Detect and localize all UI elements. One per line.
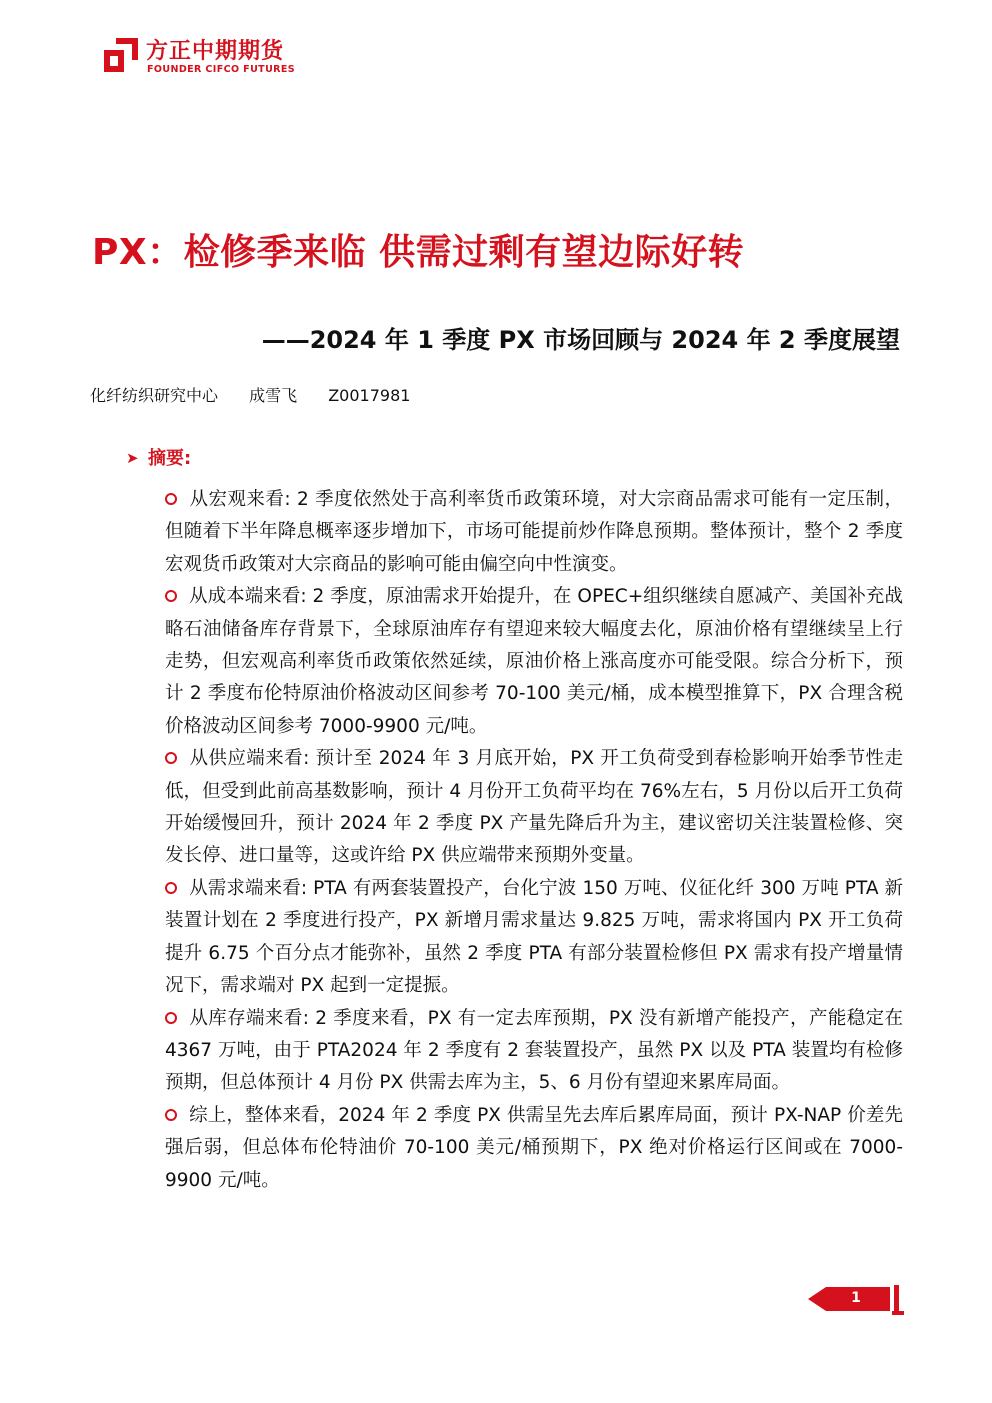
summary-paragraph-text: 从宏观来看: 2 季度依然处于高利率货币政策环境，对大宗商品需求可能有一定压制，但随着下半年降息概率逐步增加下，市场可能提前炒作降息预期。整体预计，整个 2 季度宏观货币政策对大宗商品的影响可能由偏空向中性演变。: [165, 489, 903, 575]
author-name: 成雪飞: [249, 386, 298, 405]
author-id: Z0017981: [328, 386, 411, 405]
summary-paragraph-text: 从供应端来看: 预计至 2024 年 3 月底开始，PX 开工负荷受到春检影响开始季节性走低，但受到此前高基数影响，预计 4 月份开工负荷平均在 76%左右，5 月份以后开工负荷开始缓慢回升，预计 2024 年 2 季度 PX 产量先降后升为主，建议密切关注装置检修、突发长停、进口量等，这或许给 PX 供应端带来预期外变量。: [165, 748, 903, 867]
logo-english-name: FOUNDER CIFCO FUTURES: [147, 64, 296, 75]
summary-paragraph: [165, 1003, 903, 1100]
summary-heading: [126, 444, 191, 470]
arrow-bullet-icon: ➤: [126, 449, 139, 467]
summary-paragraph: [165, 743, 903, 873]
circle-bullet-icon: [165, 882, 177, 894]
logo-chinese-name: 方正中期期货: [146, 39, 285, 64]
report-title: PX：检修季来临 供需过剩有望边际好转: [92, 232, 745, 273]
circle-bullet-icon: [165, 752, 177, 764]
summary-paragraph-text: 从需求端来看: PTA 有两套装置投产，台化宁波 150 万吨、仪征化纤 300 万吨 PTA 新装置计划在 2 季度进行投产，PX 新增月需求量达 9.825 万吨，需求将国内 PX 开工负荷提升 6.75 个百分点才能弥补，虽然 2 季度 PTA 有部分装置检修但 PX 需求有投产增量情况下，需求端对 PX 起到一定提振。: [165, 877, 903, 997]
summary-paragraph: [165, 1100, 903, 1197]
author-department: 化纤纺织研究中心: [90, 386, 219, 405]
company-logo: [102, 34, 322, 76]
report-subtitle: ——2024 年 1 季度 PX 市场回顾与 2024 年 2 季度展望: [261, 326, 900, 354]
author-line: [90, 383, 436, 406]
founder-logo-icon: [102, 36, 140, 74]
summary-paragraph-text: 从库存端来看: 2 季度来看，PX 有一定去库预期，PX 没有新增产能投产，产能稳定在 4367 万吨，由于 PTA2024 年 2 季度有 2 套装置投产，虽然 PX 以及 PTA 装置均有检修预期，但总体预计 4 月份 PX 供需去库为主，5、6 月份有望迎来累库局面。: [165, 1007, 903, 1094]
page-number: 1: [851, 1290, 861, 1306]
summary-paragraph: [165, 581, 903, 743]
circle-bullet-icon: [165, 1109, 177, 1121]
summary-heading-label: 摘要:: [148, 448, 192, 469]
circle-bullet-icon: [165, 1012, 177, 1024]
summary-paragraph: [165, 873, 903, 1003]
summary-paragraph: [165, 484, 903, 581]
summary-paragraph-text: 从成本端来看: 2 季度，原油需求开始提升，在 OPEC+组织继续自愿减产、美国补充战略石油储备库存背景下，全球原油库存有望迎来较大幅度去化，原油价格有望继续呈上行走势，但宏观高利率货币政策依然延续，原油价格上涨高度亦可能受限。综合分析下，预计 2 季度布伦特原油价格波动区间参考 70-100 美元/桶，成本模型推算下，PX 合理含税价格波动区间参考 7000-9900 元/吨。: [165, 586, 903, 737]
summary-content: [165, 484, 903, 1197]
circle-bullet-icon: [165, 590, 177, 602]
circle-bullet-icon: [165, 493, 177, 505]
summary-paragraph-text: 综上，整体来看，2024 年 2 季度 PX 供需呈先去库后累库局面，预计 PX-NAP 价差先强后弱，但总体布伦特油价 70-100 美元/桶预期下，PX 绝对价格运行区间或在 7000-9900 元/吨。: [165, 1104, 903, 1191]
page-number-badge: [808, 1285, 904, 1315]
